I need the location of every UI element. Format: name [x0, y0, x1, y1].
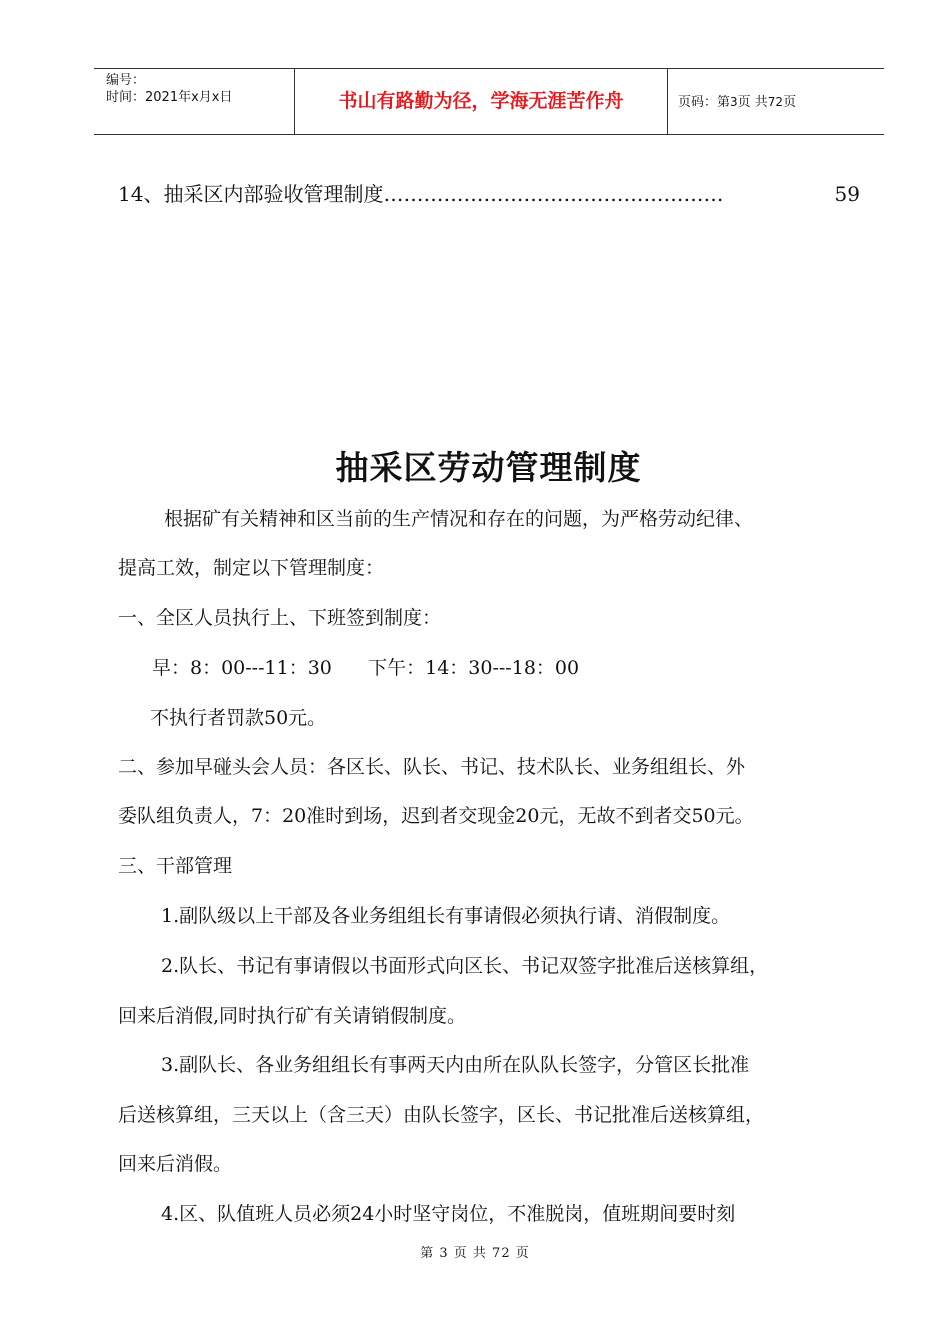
body-line: 回来后消假。 — [118, 1153, 233, 1175]
body-line: 根据矿有关精神和区当前的生产情况和存在的问题，为严格劳动纪律、 — [164, 508, 754, 530]
body-line: 回来后消假,同时执行矿有关请销假制度。 — [118, 1005, 467, 1027]
body-line: 后送核算组，三天以上（含三天）由队长签字，区长、书记批准后送核算组， — [118, 1104, 765, 1126]
header-meta — [94, 69, 294, 134]
toc-entry-page: 59 — [834, 182, 860, 206]
header-page-code — [668, 69, 884, 134]
body-line: 4.区、队值班人员必须24小时坚守岗位，不准脱岗，值班期间要时刻 — [161, 1203, 736, 1225]
body-line: 早：8：00---11：30 下午：14：30---18：00 — [152, 657, 580, 679]
body-line: 1.副队级以上干部及各业务组组长有事请假必须执行请、消假制度。 — [161, 905, 731, 927]
body-line: 委队组负责人，7：20准时到场，迟到者交现金20元，无故不到者交50元。 — [118, 805, 754, 827]
toc-entry-label: 14、抽采区内部验收管理制度 — [118, 182, 384, 206]
page-code-prefix: 页码：第 — [678, 95, 731, 110]
body-line: 3.副队长、各业务组组长有事两天内由所在队队长签字，分管区长批准 — [161, 1054, 750, 1076]
body-line: 三、干部管理 — [118, 855, 233, 877]
header-number-label: 编号： — [106, 73, 146, 88]
page-header — [94, 68, 884, 135]
body-line: 2.队长、书记有事请假以书面形式向区长、书记双签字批准后送核算组， — [161, 955, 769, 977]
page-code-mid: 页 共 — [737, 95, 768, 110]
body-line: 不执行者罚款50元。 — [150, 707, 327, 729]
page-code-total: 72 — [767, 95, 784, 109]
body-line: 提高工效，制定以下管理制度： — [118, 557, 385, 579]
body-line: 二、参加早碰头会人员：各区长、队长、书记、技术队长、业务组组长、外 — [118, 756, 746, 778]
page-code-current: 3 — [730, 95, 738, 109]
body-line: 一、全区人员执行上、下班签到制度： — [118, 607, 442, 629]
page-code-suffix: 页 — [783, 95, 797, 110]
toc-entry — [118, 178, 860, 210]
page-footer: 第 3 页 共 72 页 — [420, 1246, 530, 1261]
toc-leader-dots: …………………………………………… — [383, 182, 724, 206]
header-time-label: 时间：2021年x月x日 — [106, 90, 233, 105]
header-motto: 书山有路勤为径，学海无涯苦作舟 — [294, 69, 668, 134]
document-title: 抽采区劳动管理制度 — [335, 448, 642, 487]
